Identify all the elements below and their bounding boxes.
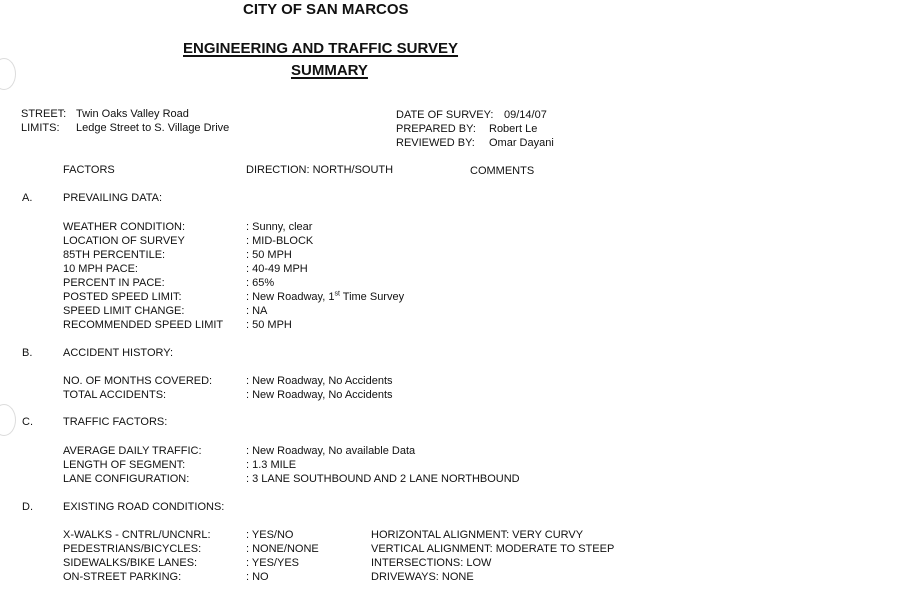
- document-subtitle: SUMMARY: [291, 62, 368, 79]
- factors-header: FACTORS: [63, 164, 115, 176]
- limits-label: LIMITS:: [21, 122, 60, 134]
- street-label: STREET:: [21, 108, 67, 120]
- factor-label: SIDEWALKS/BIKE LANES:: [63, 557, 198, 569]
- factor-value: : Sunny, clear: [246, 221, 313, 233]
- posted-speed-text-after: Time Survey: [339, 291, 405, 303]
- section-title: EXISTING ROAD CONDITIONS:: [63, 501, 225, 513]
- limits-value: Ledge Street to S. Village Drive: [76, 122, 230, 134]
- factor-label: AVERAGE DAILY TRAFFIC:: [63, 445, 202, 457]
- section-letter: D.: [22, 501, 33, 513]
- factor-value: : 65%: [246, 277, 275, 289]
- factor-value: : NA: [246, 305, 268, 317]
- direction-header: DIRECTION: NORTH/SOUTH: [246, 164, 394, 176]
- punch-hole: [0, 404, 16, 436]
- city-heading: CITY OF SAN MARCOS: [243, 1, 409, 18]
- prepared-value: Robert Le: [489, 123, 538, 135]
- factor-value: : New Roadway, No Accidents: [246, 375, 393, 387]
- factor-label: 10 MPH PACE:: [63, 263, 138, 275]
- factor-value: : MID-BLOCK: [246, 235, 314, 247]
- factor-label: POSTED SPEED LIMIT:: [63, 291, 182, 303]
- section-letter: B.: [22, 347, 33, 359]
- factor-comment: HORIZONTAL ALIGNMENT: VERY CURVY: [371, 529, 584, 541]
- posted-speed-text: : New Roadway, 1: [246, 291, 335, 303]
- factor-label: TOTAL ACCIDENTS:: [63, 389, 167, 401]
- factor-label: PERCENT IN PACE:: [63, 277, 165, 289]
- section-title: TRAFFIC FACTORS:: [63, 416, 168, 428]
- factor-label: WEATHER CONDITION:: [63, 221, 186, 233]
- factor-value: : 1.3 MILE: [246, 459, 297, 471]
- factor-label: PEDESTRIANS/BICYCLES:: [63, 543, 202, 555]
- factor-value: [246, 291, 404, 303]
- factor-value: : NO: [246, 571, 269, 583]
- section-letter: C.: [22, 416, 33, 428]
- factor-label: 85TH PERCENTILE:: [63, 249, 166, 261]
- factor-value: : 50 MPH: [246, 249, 292, 261]
- factor-label: SPEED LIMIT CHANGE:: [63, 305, 185, 317]
- factor-value: : 40-49 MPH: [246, 263, 308, 275]
- factor-value: : New Roadway, No available Data: [246, 445, 416, 457]
- section-letter: A.: [22, 192, 33, 204]
- factor-comment: INTERSECTIONS: LOW: [371, 557, 492, 569]
- factor-comment: VERTICAL ALIGNMENT: MODERATE TO STEEP: [371, 543, 615, 555]
- factor-label: LOCATION OF SURVEY: [63, 235, 185, 247]
- comments-header: COMMENTS: [470, 165, 535, 177]
- factor-value: : YES/NO: [246, 529, 294, 541]
- factor-label: RECOMMENDED SPEED LIMIT: [63, 319, 224, 331]
- factor-label: ON-STREET PARKING:: [63, 571, 182, 583]
- factor-value: : 50 MPH: [246, 319, 292, 331]
- date-value: 09/14/07: [504, 109, 547, 121]
- factor-value: : YES/YES: [246, 557, 299, 569]
- section-title: ACCIDENT HISTORY:: [63, 347, 174, 359]
- section-title: PREVAILING DATA:: [63, 192, 163, 204]
- date-label: DATE OF SURVEY:: [396, 109, 494, 121]
- ordinal-suffix: st: [334, 290, 340, 298]
- document-title: ENGINEERING AND TRAFFIC SURVEY: [183, 40, 459, 57]
- reviewed-label: REVIEWED BY:: [396, 137, 475, 149]
- factor-label: LANE CONFIGURATION:: [63, 473, 190, 485]
- factor-comment: DRIVEWAYS: NONE: [371, 571, 474, 583]
- factor-label: X-WALKS - CNTRL/UNCNRL:: [63, 529, 211, 541]
- factor-label: LENGTH OF SEGMENT:: [63, 459, 186, 471]
- reviewed-value: Omar Dayani: [489, 137, 554, 149]
- street-value: Twin Oaks Valley Road: [76, 108, 189, 120]
- factor-value: : NONE/NONE: [246, 543, 319, 555]
- punch-hole: [0, 58, 16, 90]
- factor-label: NO. OF MONTHS COVERED:: [63, 375, 213, 387]
- factor-value: : 3 LANE SOUTHBOUND AND 2 LANE NORTHBOUND: [246, 473, 520, 485]
- prepared-label: PREPARED BY:: [396, 123, 476, 135]
- factor-value: : New Roadway, No Accidents: [246, 389, 393, 401]
